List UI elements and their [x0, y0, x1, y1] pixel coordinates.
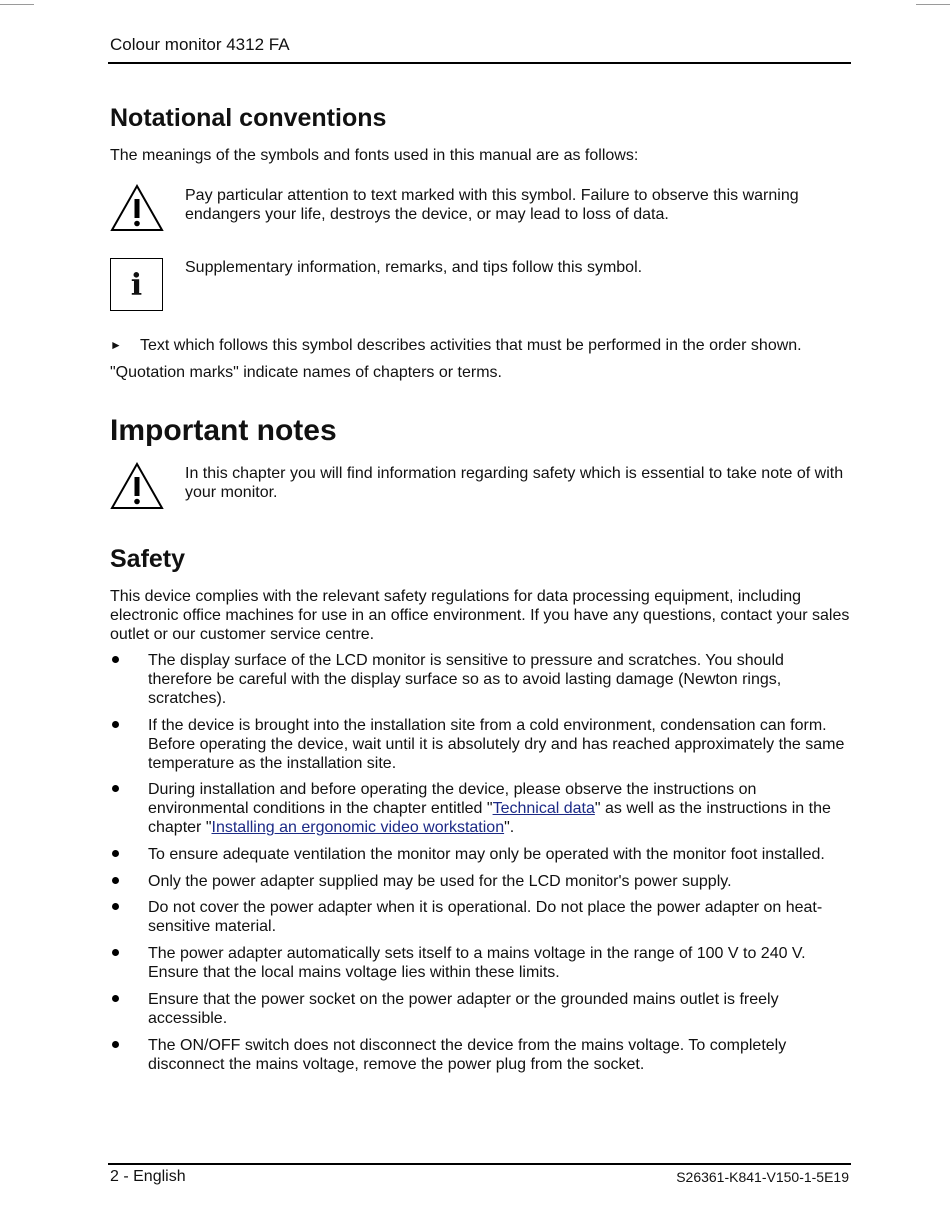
list-item	[110, 990, 852, 1028]
bullet-dot-icon	[112, 656, 119, 663]
bullet-dot-icon	[112, 949, 119, 956]
warning-triangle-icon	[110, 184, 164, 232]
important-notes-heading: Important notes	[110, 414, 337, 447]
header-rule	[108, 62, 851, 64]
list-item-text	[148, 781, 831, 836]
warning-triangle-icon	[110, 462, 164, 510]
list-item	[110, 1036, 852, 1074]
list-item	[110, 845, 852, 864]
list-item-text: The ON/OFF switch does not disconnect the device from the mains voltage. To completely disconnect the mains voltage, remove the power plug from the socket.	[148, 1036, 787, 1073]
important-warning-text: In this chapter you will find information regarding safety which is essential to take note of with your monitor.	[185, 465, 844, 501]
page-number: 2 - English	[110, 1168, 186, 1185]
list-item-text: To ensure adequate ventilation the monitor may only be operated with the monitor foot installed.	[148, 846, 825, 864]
safety-heading: Safety	[110, 545, 186, 573]
list-item-text: Do not cover the power adapter when it is operational. Do not place the power adapter on heat-sensitive material.	[148, 899, 823, 936]
page-header	[110, 34, 850, 56]
arrow-description: Text which follows this symbol describes activities that must be performed in the order shown.	[140, 337, 802, 354]
text-segment: " as well as the instructions in the chapter "	[148, 800, 831, 837]
list-item	[110, 716, 852, 773]
bullet-dot-icon	[112, 903, 119, 910]
info-box-icon: i	[110, 258, 163, 311]
list-item-text: The power adapter automatically sets itself to a mains voltage in the range of 100 V to 240 V. Ensure that the local mains voltage lies within these limits.	[148, 945, 806, 982]
crop-mark-right	[916, 4, 950, 5]
list-item-text: If the device is brought into the installation site from a cold environment, condensation can form. Before operating the device, wait until it is absolutely dry and has reached approximately the same temperature as the installation site.	[148, 716, 845, 772]
quotation-description: "Quotation marks" indicate names of chapters or terms.	[110, 364, 502, 381]
list-item	[110, 944, 852, 982]
bullet-dot-icon	[112, 877, 119, 884]
footer-rule	[108, 1163, 851, 1165]
ergonomic-workstation-link[interactable]: Installing an ergonomic video workstation	[211, 819, 505, 837]
warning-description: Pay particular attention to text marked with this symbol. Failure to observe this warning endangers your life, destroys the device, or may lead to loss of data.	[185, 187, 799, 223]
bullet-dot-icon	[112, 995, 119, 1002]
bullet-dot-icon	[112, 785, 119, 792]
header-title: Colour monitor 4312 FA	[110, 35, 290, 54]
safety-intro: This device complies with the relevant safety regulations for data processing equipment, including electronic office machines for use in an office environment. If you have any questions, contact your sales outlet or our customer service centre.	[110, 588, 850, 643]
arrow-right-icon: ►	[110, 338, 122, 352]
list-item-text: The display surface of the LCD monitor is sensitive to pressure and scratches. You should therefore be careful with the display surface so as to avoid lasting damage (Newton rings, scratches).	[148, 652, 784, 707]
conventions-intro: The meanings of the symbols and fonts used in this manual are as follows:	[110, 147, 639, 164]
crop-mark-left	[0, 4, 34, 5]
technical-data-link[interactable]: Technical data	[492, 800, 595, 818]
list-item-text: Only the power adapter supplied may be used for the LCD monitor's power supply.	[148, 872, 732, 890]
safety-list	[110, 651, 852, 1081]
list-item-text: Ensure that the power socket on the power adapter or the grounded mains outlet is freely accessible.	[148, 990, 779, 1027]
bullet-dot-icon	[112, 721, 119, 728]
text-segment: ".	[504, 819, 515, 837]
list-item	[110, 780, 852, 837]
document-number: S26361-K841-V150-1-5E19	[676, 1169, 849, 1185]
bullet-dot-icon	[112, 1041, 119, 1048]
conventions-heading: Notational conventions	[110, 104, 387, 132]
list-item	[110, 898, 852, 936]
text-segment: During installation and before operating the device, please observe the instructions on environmental conditions in the chapter entitled "	[148, 781, 757, 818]
list-item	[110, 651, 852, 708]
list-item	[110, 872, 852, 891]
info-description: Supplementary information, remarks, and tips follow this symbol.	[185, 259, 643, 276]
bullet-dot-icon	[112, 850, 119, 857]
